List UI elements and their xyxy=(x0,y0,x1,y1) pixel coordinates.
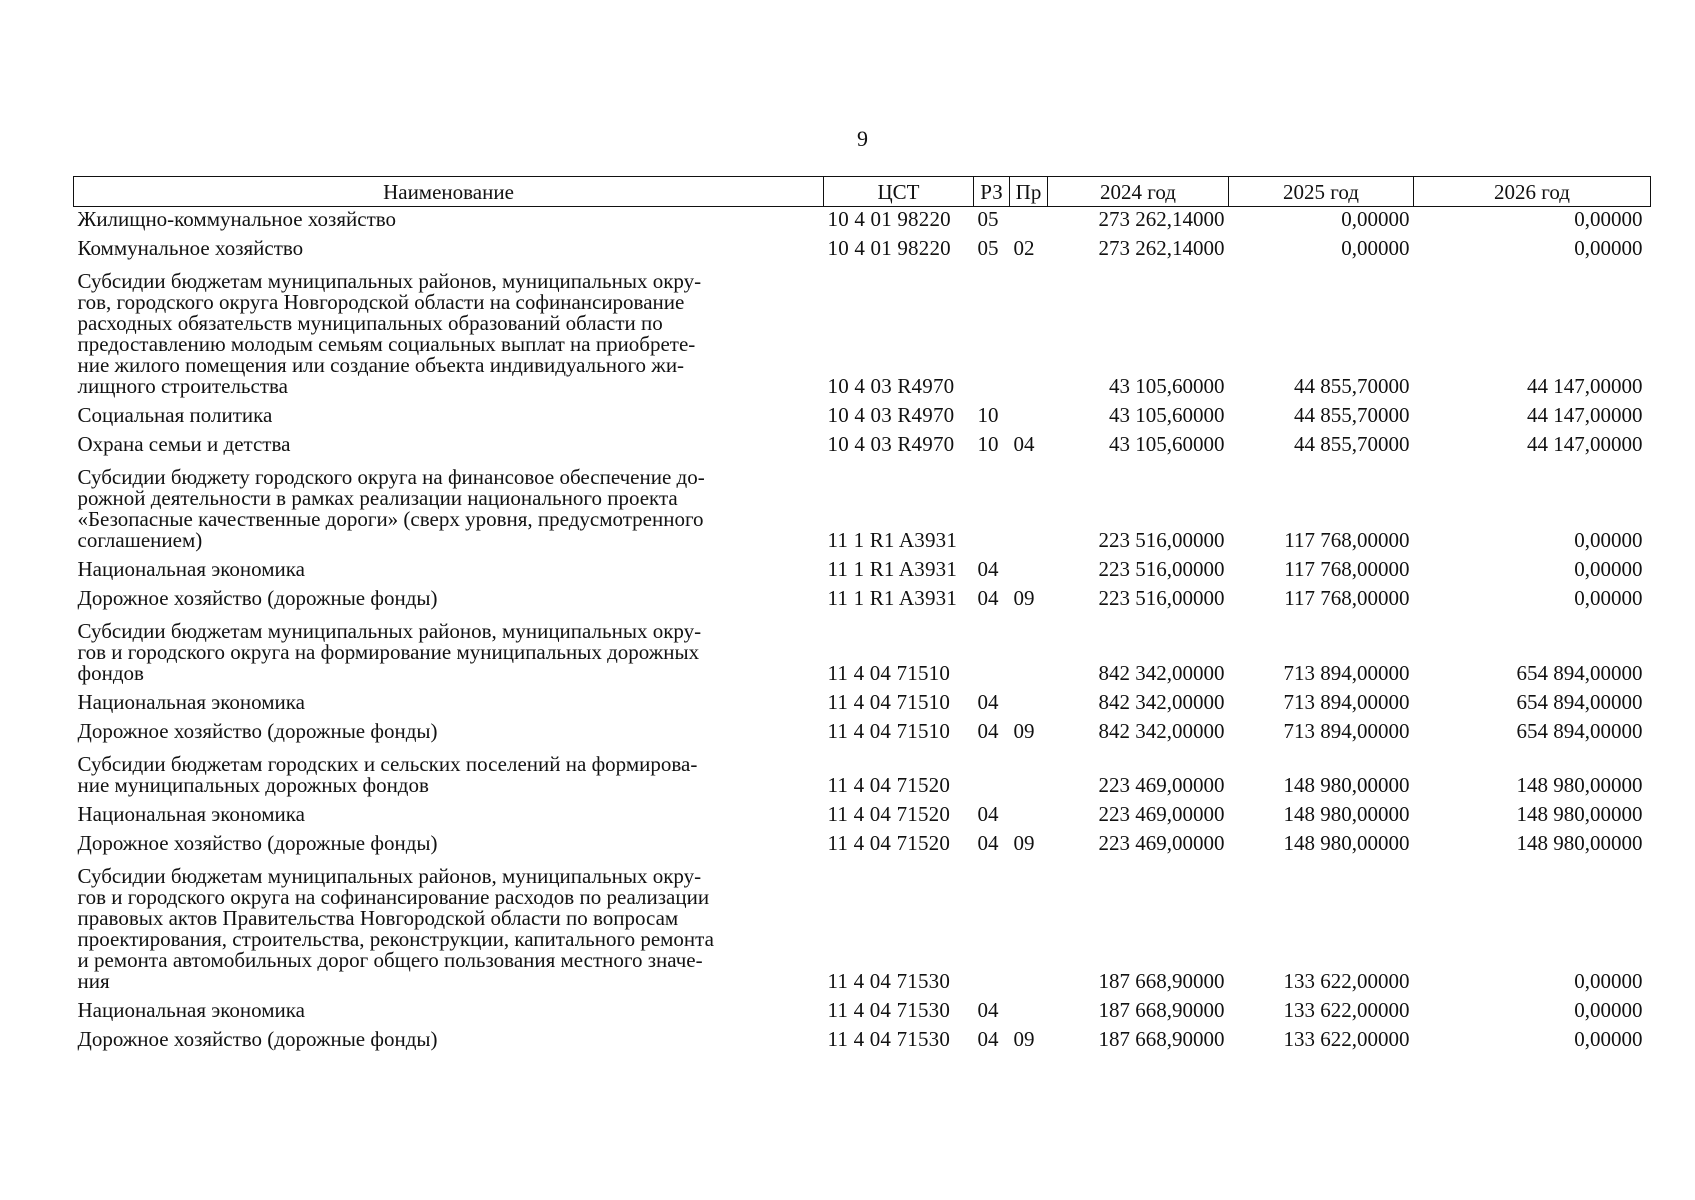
table-row xyxy=(74,748,1651,802)
row-rz: 05 xyxy=(977,207,999,231)
row-name-line: гов и городского округа на формирование муниципальных дорожных xyxy=(77,640,700,664)
row-2026: 0,00000 xyxy=(1574,1027,1643,1051)
row-2026: 654 894,00000 xyxy=(1516,690,1643,714)
row-rz: 04 xyxy=(977,1027,999,1051)
row-2025: 117 768,00000 xyxy=(1284,528,1410,552)
row-pr: 09 xyxy=(1013,831,1035,855)
row-name-line: Субсидии бюджету городского округа на финансовое обеспечение до- xyxy=(77,465,705,489)
row-pr xyxy=(1010,998,1048,1027)
row-name-line: Субсидии бюджетам муниципальных районов, муниципальных окру- xyxy=(77,269,702,293)
row-name xyxy=(74,831,824,860)
row-name xyxy=(74,615,824,690)
row-name xyxy=(74,690,824,719)
row-pr xyxy=(1010,690,1048,719)
table-row xyxy=(74,860,1651,998)
row-2024: 223 469,00000 xyxy=(1098,802,1225,826)
row-pr: 09 xyxy=(1013,1027,1035,1051)
row-2025: 148 980,00000 xyxy=(1283,831,1410,855)
row-name xyxy=(74,403,824,432)
row-2025: 0,00000 xyxy=(1341,236,1410,260)
row-cst: 11 4 04 71520 xyxy=(827,802,951,826)
row-2024: 43 105,60000 xyxy=(1109,403,1225,427)
row-name-line: Субсидии бюджетам муниципальных районов, муниципальных окру- xyxy=(77,864,702,888)
row-name-line: фондов xyxy=(77,661,144,685)
row-cst: 10 4 01 98220 xyxy=(827,207,951,231)
row-name-line: Субсидии бюджетам муниципальных районов, муниципальных окру- xyxy=(77,619,702,643)
row-rz: 04 xyxy=(977,557,999,581)
row-name-line: Дорожное хозяйство (дорожные фонды) xyxy=(77,831,438,855)
row-name-line: проектирования, строительства, реконструкции, капитального ремонта xyxy=(77,927,714,951)
row-2025: 133 622,00000 xyxy=(1283,998,1410,1022)
table-row xyxy=(74,802,1651,831)
row-2024: 223 516,00000 xyxy=(1098,528,1225,552)
header-pr: Пр xyxy=(1010,177,1048,207)
row-name-line: Субсидии бюджетам городских и сельских поселений на формирова- xyxy=(77,752,698,776)
row-name-line: предоставлению молодым семьям социальных выплат на приобрете- xyxy=(77,332,696,356)
row-name-line: рожной деятельности в рамках реализации национального проекта xyxy=(77,486,678,510)
row-rz: 04 xyxy=(977,719,999,743)
row-cst: 10 4 03 R4970 xyxy=(827,403,955,427)
row-rz xyxy=(974,615,1010,690)
page-number: 9 xyxy=(857,126,868,151)
row-cst: 10 4 03 R4970 xyxy=(827,374,955,398)
table-header xyxy=(74,177,1651,207)
row-2026: 44 147,00000 xyxy=(1527,374,1643,398)
row-rz xyxy=(974,461,1010,557)
row-name-line: Национальная экономика xyxy=(77,802,305,826)
table-row xyxy=(74,615,1651,690)
row-2026: 44 147,00000 xyxy=(1527,432,1643,456)
row-2024: 842 342,00000 xyxy=(1098,690,1225,714)
row-rz xyxy=(974,860,1010,998)
row-rz: 04 xyxy=(977,802,999,826)
row-2025: 713 894,00000 xyxy=(1283,690,1410,714)
row-2025: 133 622,00000 xyxy=(1283,1027,1410,1051)
row-cst: 11 1 R1 A3931 xyxy=(827,528,958,552)
row-cst: 11 4 04 71510 xyxy=(827,661,951,685)
row-2024: 273 262,14000 xyxy=(1098,207,1225,231)
row-pr: 04 xyxy=(1013,432,1035,456)
row-pr xyxy=(1010,860,1048,998)
row-2024: 273 262,14000 xyxy=(1098,236,1225,260)
row-2026: 0,00000 xyxy=(1574,528,1643,552)
row-pr: 09 xyxy=(1013,719,1035,743)
header-cst: ЦСТ xyxy=(824,177,974,207)
row-rz: 10 xyxy=(977,432,999,456)
row-cst: 10 4 01 98220 xyxy=(827,236,951,260)
row-name-line: Охрана семьи и детства xyxy=(77,432,291,456)
row-name-line: соглашением) xyxy=(77,528,203,552)
header-name: Наименование xyxy=(74,177,824,207)
row-pr xyxy=(1010,403,1048,432)
row-name-line: ние жилого помещения или создание объекта индивидуального жи- xyxy=(77,353,685,377)
row-2026: 148 980,00000 xyxy=(1516,773,1643,797)
table-row xyxy=(74,998,1651,1027)
row-2024: 43 105,60000 xyxy=(1109,374,1225,398)
row-2025: 148 980,00000 xyxy=(1283,773,1410,797)
row-name xyxy=(74,236,824,265)
row-2024: 43 105,60000 xyxy=(1109,432,1225,456)
row-cst: 11 4 04 71530 xyxy=(827,998,951,1022)
row-name-line: Национальная экономика xyxy=(77,557,305,581)
row-2025: 713 894,00000 xyxy=(1283,719,1410,743)
row-name xyxy=(74,461,824,557)
row-name-line: ние муниципальных дорожных фондов xyxy=(77,773,429,797)
row-2025: 148 980,00000 xyxy=(1283,802,1410,826)
table-row xyxy=(74,236,1651,265)
row-name xyxy=(74,586,824,615)
row-cst: 11 4 04 71510 xyxy=(827,690,951,714)
row-name xyxy=(74,802,824,831)
table-row xyxy=(74,207,1651,237)
row-name xyxy=(74,1027,824,1056)
row-name-line: лищного строительства xyxy=(77,374,288,398)
row-name xyxy=(74,432,824,461)
row-2026: 0,00000 xyxy=(1574,586,1643,610)
row-2026: 0,00000 xyxy=(1574,236,1643,260)
row-cst: 11 1 R1 A3931 xyxy=(827,557,958,581)
row-pr xyxy=(1010,461,1048,557)
row-2026: 148 980,00000 xyxy=(1516,802,1643,826)
row-pr xyxy=(1010,748,1048,802)
header-2026: 2026 год xyxy=(1414,177,1651,207)
row-pr: 09 xyxy=(1013,586,1035,610)
row-rz: 04 xyxy=(977,998,999,1022)
row-pr xyxy=(1010,207,1048,237)
row-2024: 187 668,90000 xyxy=(1098,998,1225,1022)
row-rz xyxy=(974,748,1010,802)
table-body xyxy=(74,207,1651,1057)
row-name-line: Социальная политика xyxy=(77,403,273,427)
row-2026: 0,00000 xyxy=(1574,998,1643,1022)
row-name xyxy=(74,265,824,403)
row-name-line: Жилищно-коммунальное хозяйство xyxy=(77,207,397,231)
row-name xyxy=(74,860,824,998)
row-2026: 0,00000 xyxy=(1574,207,1643,231)
row-rz: 05 xyxy=(977,236,999,260)
row-cst: 11 4 04 71530 xyxy=(827,1027,951,1051)
row-name xyxy=(74,207,824,237)
row-2025: 713 894,00000 xyxy=(1283,661,1410,685)
table-row xyxy=(74,831,1651,860)
header-2024: 2024 год xyxy=(1048,177,1229,207)
table-row xyxy=(74,557,1651,586)
row-2026: 0,00000 xyxy=(1574,557,1643,581)
row-rz: 04 xyxy=(977,586,999,610)
table-row xyxy=(74,403,1651,432)
row-pr xyxy=(1010,615,1048,690)
row-2024: 842 342,00000 xyxy=(1098,719,1225,743)
row-2025: 117 768,00000 xyxy=(1284,557,1410,581)
row-name-line: «Безопасные качественные дороги» (сверх уровня, предусмотренного xyxy=(77,507,704,531)
row-2024: 223 469,00000 xyxy=(1098,773,1225,797)
row-name-line: Дорожное хозяйство (дорожные фонды) xyxy=(77,719,438,743)
row-name xyxy=(74,998,824,1027)
table-row xyxy=(74,719,1651,748)
row-name-line: гов, городского округа Новгородской области на софинансирование xyxy=(77,290,685,314)
row-pr xyxy=(1010,265,1048,403)
row-2025: 133 622,00000 xyxy=(1283,969,1410,993)
header-row xyxy=(74,177,1651,207)
table-row xyxy=(74,690,1651,719)
budget-table xyxy=(73,176,1651,1056)
row-name xyxy=(74,557,824,586)
row-name-line: Коммунальное хозяйство xyxy=(77,236,304,260)
row-cst: 10 4 03 R4970 xyxy=(827,432,955,456)
row-2026: 654 894,00000 xyxy=(1516,719,1643,743)
row-2024: 187 668,90000 xyxy=(1098,1027,1225,1051)
row-2025: 44 855,70000 xyxy=(1294,374,1410,398)
table-row xyxy=(74,1027,1651,1056)
row-pr xyxy=(1010,557,1048,586)
row-cst: 11 1 R1 A3931 xyxy=(827,586,958,610)
row-rz xyxy=(974,265,1010,403)
table-row xyxy=(74,586,1651,615)
header-rz: РЗ xyxy=(974,177,1010,207)
row-name-line: Национальная экономика xyxy=(77,690,305,714)
row-name-line: Дорожное хозяйство (дорожные фонды) xyxy=(77,1027,438,1051)
row-2024: 187 668,90000 xyxy=(1098,969,1225,993)
row-name-line: Дорожное хозяйство (дорожные фонды) xyxy=(77,586,438,610)
row-name xyxy=(74,748,824,802)
row-pr: 02 xyxy=(1013,236,1035,260)
row-cst: 11 4 04 71510 xyxy=(827,719,951,743)
row-2026: 44 147,00000 xyxy=(1527,403,1643,427)
row-2024: 223 516,00000 xyxy=(1098,557,1225,581)
row-name-line: ния xyxy=(77,969,110,993)
row-rz: 04 xyxy=(977,831,999,855)
row-name-line: гов и городского округа на софинансирование расходов по реализации xyxy=(77,885,710,909)
row-2025: 0,00000 xyxy=(1341,207,1410,231)
row-name-line: Национальная экономика xyxy=(77,998,305,1022)
row-cst: 11 4 04 71520 xyxy=(827,773,951,797)
row-2025: 44 855,70000 xyxy=(1294,403,1410,427)
header-2025: 2025 год xyxy=(1229,177,1414,207)
row-2025: 117 768,00000 xyxy=(1284,586,1410,610)
row-2024: 223 469,00000 xyxy=(1098,831,1225,855)
table-row xyxy=(74,461,1651,557)
row-2024: 842 342,00000 xyxy=(1098,661,1225,685)
row-2024: 223 516,00000 xyxy=(1098,586,1225,610)
row-2026: 654 894,00000 xyxy=(1516,661,1643,685)
table-row xyxy=(74,432,1651,461)
row-cst: 11 4 04 71520 xyxy=(827,831,951,855)
row-name-line: и ремонта автомобильных дорог общего пользования местного значе- xyxy=(77,948,703,972)
row-name-line: расходных обязательств муниципальных образований области по xyxy=(77,311,663,335)
row-name xyxy=(74,719,824,748)
row-name-line: правовых актов Правительства Новгородской области по вопросам xyxy=(77,906,679,930)
table-row xyxy=(74,265,1651,403)
row-pr xyxy=(1010,802,1048,831)
row-2026: 0,00000 xyxy=(1574,969,1643,993)
row-2026: 148 980,00000 xyxy=(1516,831,1643,855)
row-cst: 11 4 04 71530 xyxy=(827,969,951,993)
row-rz: 04 xyxy=(977,690,999,714)
row-rz: 10 xyxy=(977,403,999,427)
row-2025: 44 855,70000 xyxy=(1294,432,1410,456)
